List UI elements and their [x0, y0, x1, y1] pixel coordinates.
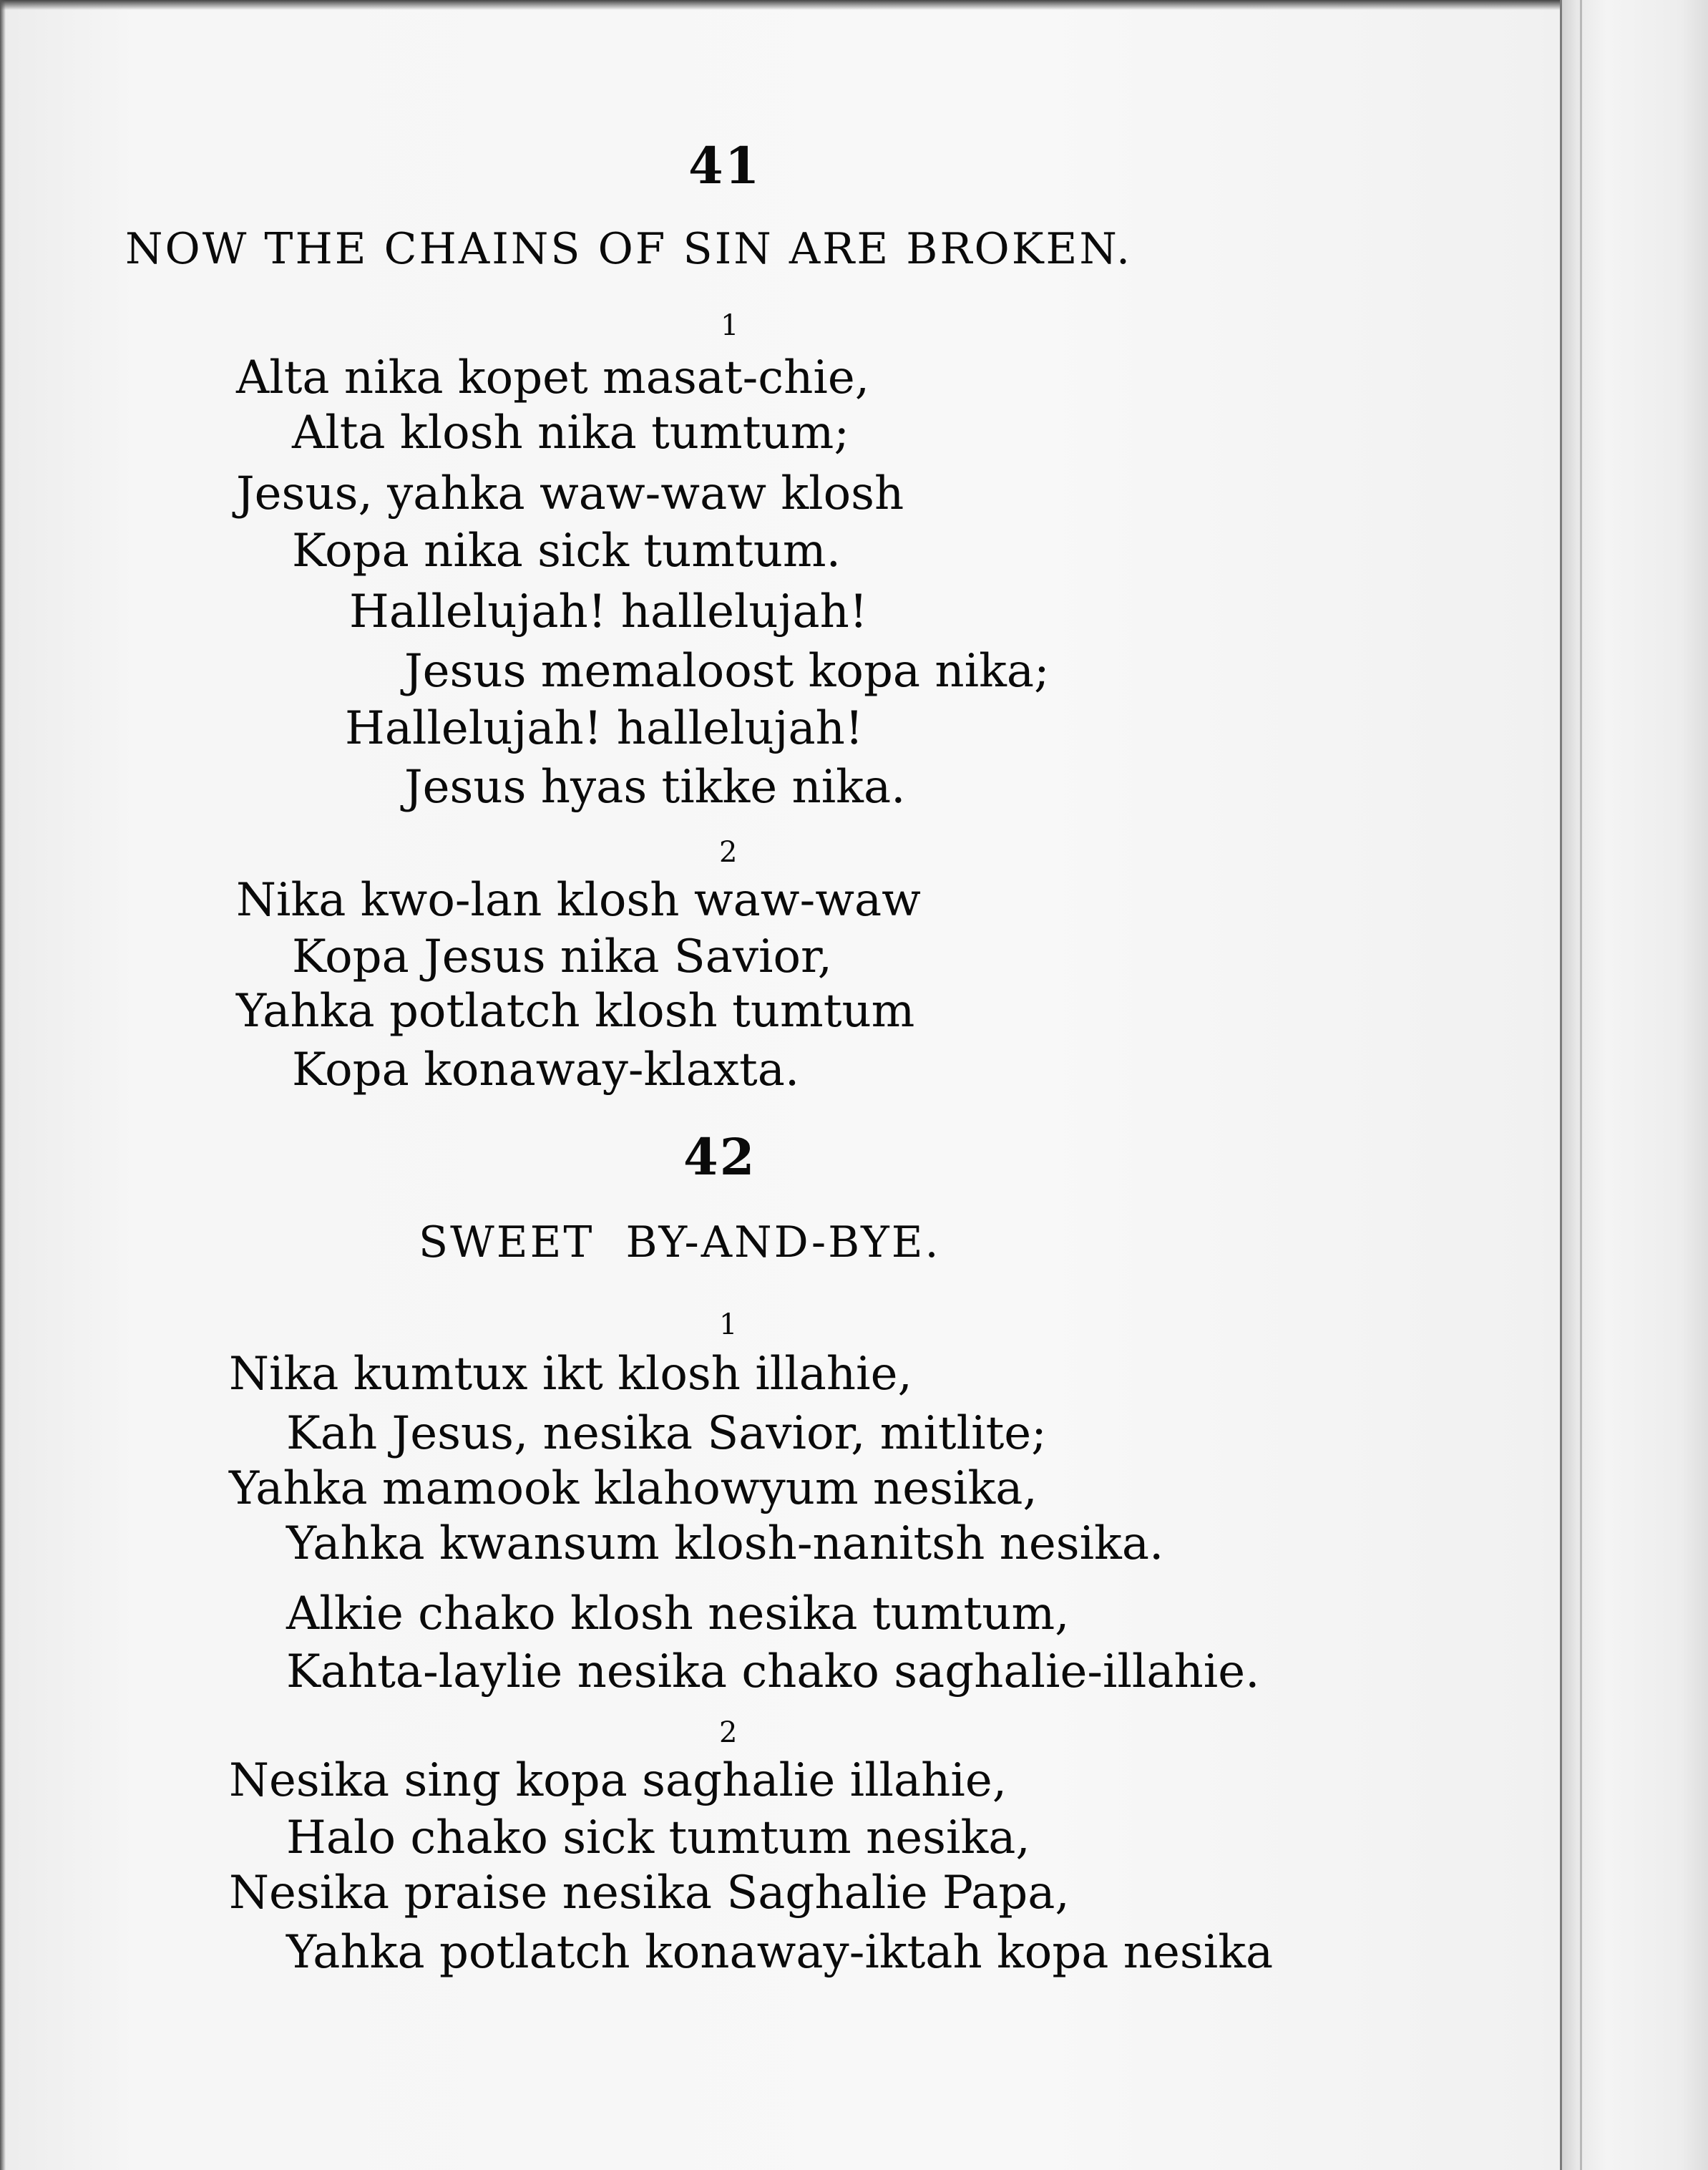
lyric-line: Kopa Jesus nika Savior, [292, 930, 832, 983]
binding-edge [1580, 0, 1582, 2170]
lyric-line: Hallelujah! hallelujah! [349, 585, 868, 638]
hymn-title: SWEET BY-AND-BYE. [419, 1217, 941, 1268]
lyric-line: Kah Jesus, nesika Savior, mitlite; [286, 1407, 1047, 1460]
hymn-number: 42 [683, 1127, 756, 1187]
lyric-line: Halo chako sick tumtum nesika, [286, 1811, 1030, 1864]
lyric-line: Alta nika kopet masat-chie, [236, 351, 870, 404]
book-binding [1560, 0, 1708, 2170]
lyric-line: Yahka mamook klahowyum nesika, [229, 1462, 1038, 1515]
lyric-line: Alkie chako klosh nesika tumtum, [286, 1587, 1070, 1640]
lyric-line: Jesus memaloost kopa nika; [404, 645, 1050, 698]
lyric-line: Yahka potlatch konaway-iktah kopa nesika [286, 1926, 1274, 1979]
verse-number: 1 [721, 309, 739, 342]
lyric-line: Nika kumtux ikt klosh illahie, [229, 1348, 912, 1401]
lyric-line: Nika kwo-lan klosh waw-waw [236, 874, 921, 927]
verse-number: 2 [719, 836, 738, 869]
lyric-line: Yahka kwansum klosh-nanitsh nesika. [286, 1517, 1164, 1570]
lyric-line: Jesus, yahka waw-waw klosh [236, 467, 904, 520]
hymn-number: 41 [688, 136, 761, 195]
lyric-line: Alta klosh nika tumtum; [292, 407, 849, 459]
verse-number: 2 [719, 1716, 738, 1749]
verse-number: 1 [719, 1308, 738, 1341]
page-left-shadow [0, 0, 6, 2170]
lyric-line: Nesika praise nesika Saghalie Papa, [229, 1867, 1070, 1920]
lyric-line: Kopa nika sick tumtum. [292, 525, 841, 578]
lyric-line: Nesika sing kopa saghalie illahie, [229, 1754, 1007, 1807]
hymn-title: NOW THE CHAINS OF SIN ARE BROKEN. [125, 224, 1133, 274]
lyric-line: Kopa konaway-klaxta. [292, 1043, 800, 1096]
lyric-line: Hallelujah! hallelujah! [345, 702, 864, 755]
lyric-line: Jesus hyas tikke nika. [404, 761, 906, 814]
page-top-shadow [0, 0, 1581, 10]
lyric-line: Yahka potlatch klosh tumtum [236, 985, 915, 1038]
lyric-line: Kahta-laylie nesika chako saghalie-illahie. [286, 1645, 1260, 1698]
